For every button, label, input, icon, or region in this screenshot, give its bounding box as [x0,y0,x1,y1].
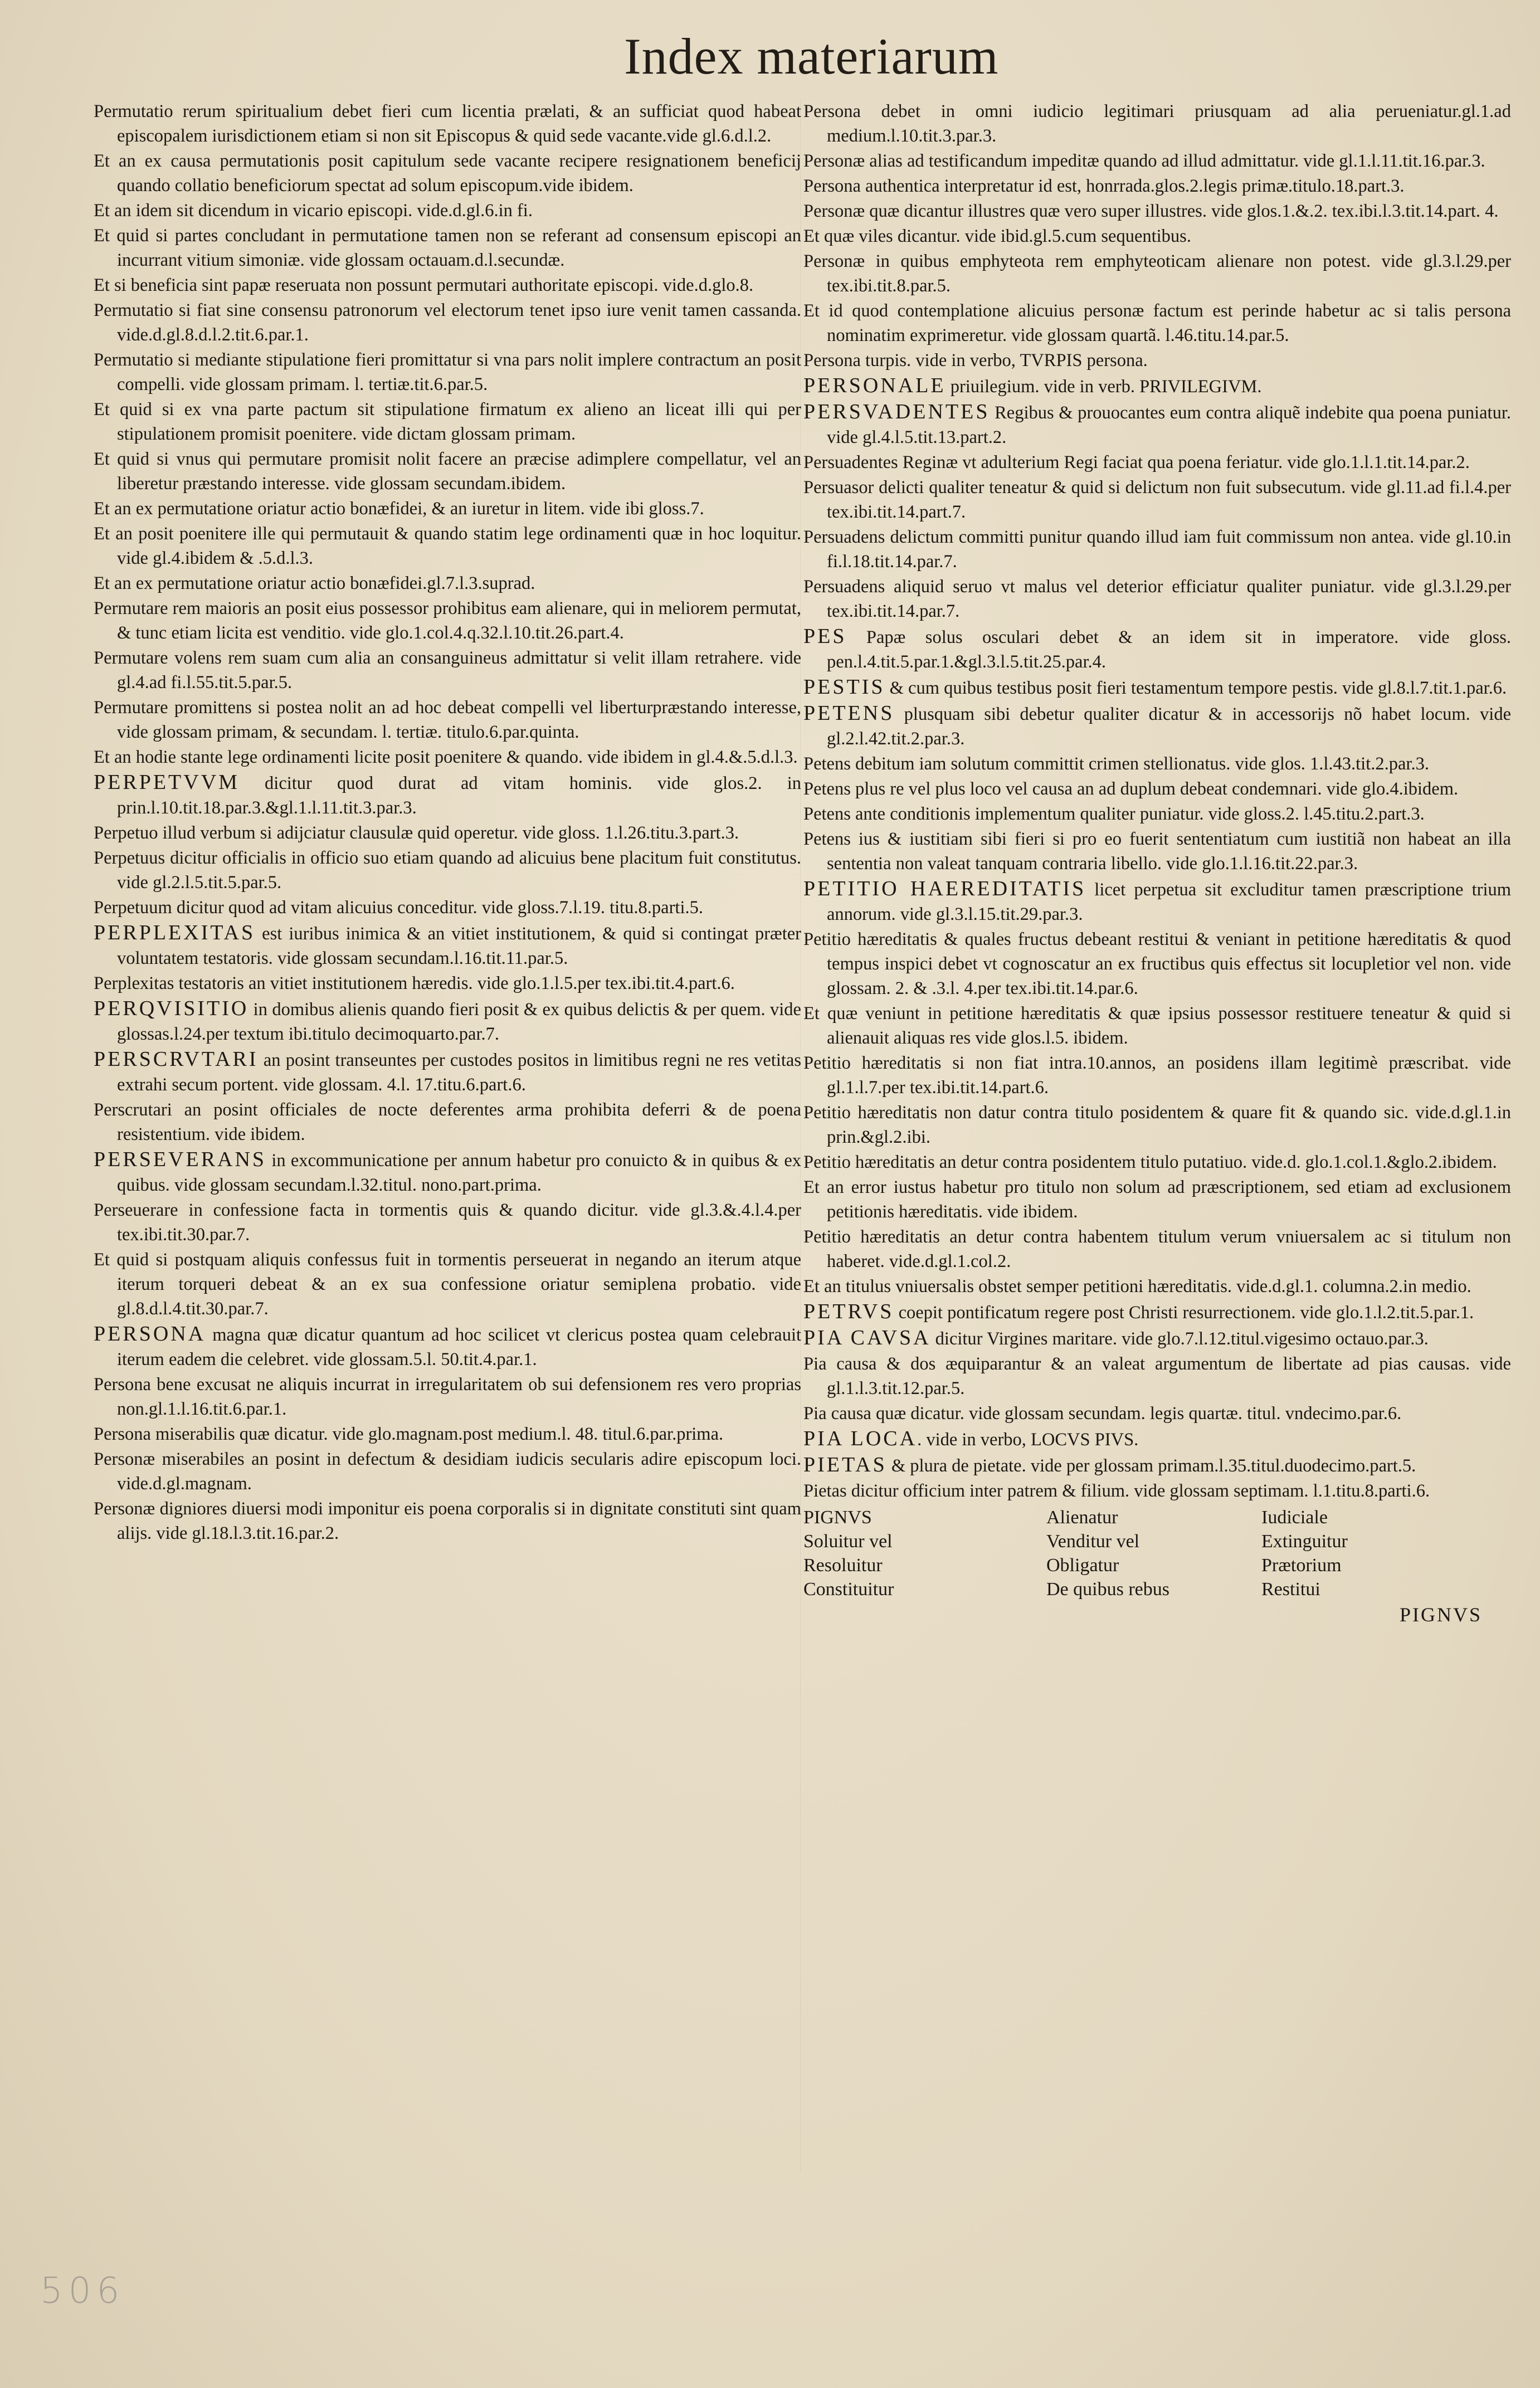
index-entry [803,1479,1511,1503]
index-entry [94,99,801,148]
index-entry [803,1453,1511,1478]
entry-text: plusquam sibi debetur qualiter dicatur & in accessorijs nõ habet locum. vide gl.2.l.42.tit.2.par.3. [827,704,1511,749]
pignus-col-3 [1261,1505,1473,1601]
index-entry [803,1175,1511,1224]
entry-text: Persona bene excusat ne aliquis incurrat in irregularitatem ob sui defensionem res vero proprias non.gl.1.l.16.tit.6.par.1. [94,1375,801,1419]
entry-text: Petitio hæreditatis an detur contra posidentem titulo putatiuo. vide.d. glo.1.col.1.&glo.2.ibidem. [803,1152,1497,1172]
entry-headword: PIA CAVSA [803,1326,931,1349]
entry-text: Personæ digniores diuersi modi imponitur eis poena corporalis si in dignitate constituti sint quam alijs. vide gl.18.l.3.tit.16.par.2. [94,1499,801,1543]
entry-text: Petitio hæreditatis & quales fructus debeant restitui & veniant in petitione hæreditatis & quod tempus inspici debet vt cognoscatur an ex fructibus quis effectus sit locupletior vel non. vide glossam. 2. & .3.l. 4.per tex.ibi.tit.14.par.6. [803,929,1511,998]
index-entry [803,1051,1511,1100]
pignus-col-2 [1046,1505,1261,1601]
entry-text: priuilegium. vide in verb. PRIVILEGIVM. [946,377,1262,397]
entry-text: Perpetuus dicitur officialis in officio suo etiam quando ad alicuius bene placitum fuit constitutus. vide gl.2.l.5.tit.5.par.5. [94,848,801,893]
pignus-term: Constituitur [803,1579,894,1600]
entry-text: an posint transeuntes per custodes positos in limitibus regni ne res vetitas extrahi secum portent. vide glossam. 4.l. 17.titu.6.part.6. [117,1050,801,1095]
entry-text: est iuribus inimica & an vitiet institutionem, & quid si contingat præter voluntatem testatoris. vide glossam secundam.l.16.tit.11.par.5. [117,924,801,968]
entry-text: magna quæ dicatur quantum ad hoc scilicet vt clericus postea quam celebrauit iterum eadem die celebret. vide glossam.5.l. 50.tit.4.par.1. [117,1325,801,1370]
entry-text: Permutare rem maioris an posit eius possessor prohibitus eam alienare, qui in meliorem permutat, & tunc etiam licita est venditio. vide glo.1.col.4.q.32.l.10.tit.26.part.4. [94,598,801,643]
index-entry [803,927,1511,1001]
index-entry [803,701,1511,751]
index-entry [94,1247,801,1321]
index-entry [94,496,801,521]
index-entry [803,1325,1511,1351]
pignus-term: De quibus rebus [1046,1579,1169,1600]
index-entry [94,1047,801,1097]
entry-text: Pia causa quæ dicatur. vide glossam secundam. legis quartæ. titul. vndecimo.par.6. [803,1403,1402,1424]
index-entry [803,1352,1511,1401]
running-head: Index materiarum [624,28,999,85]
index-entry [94,596,801,645]
entry-text: Et an ex permutatione oriatur actio bonæfidei, & an iuretur in litem. vide ibi gloss.7. [94,499,704,519]
entry-text: Personæ miserabiles an posint in defectum & desidiam iudicis secularis adire episcopum loci. vide.d.gl.magnam. [94,1449,801,1494]
entry-text: Personæ alias ad testificandum impeditæ quando ad illud admittatur. vide gl.1.l.11.tit.16.par.3. [803,151,1485,171]
pignus-term: Resoluitur [803,1555,883,1576]
index-entry [803,1299,1511,1325]
entry-headword: PERSONA [94,1322,206,1346]
entry-text: Persuadentes Reginæ vt adulterium Regi faciat qua poena feriatur. vide glo.1.l.1.tit.14.par.2. [803,452,1470,472]
pignus-term: Prætorium [1261,1555,1342,1576]
pignus-table [803,1505,1511,1601]
pignus-term: Alienatur [1046,1507,1118,1528]
entry-text: Et si beneficia sint papæ reseruata non possunt permutari authoritate episcopi. vide.d.glo.8. [94,275,754,295]
entry-text: Perpetuum dicitur quod ad vitam alicuius conceditur. vide gloss.7.l.19. titu.8.parti.5. [94,898,703,918]
index-entry [803,199,1511,223]
index-entry [803,373,1511,399]
entry-text: Petens ius & iustitiam sibi fieri si pro eo fuerit sententiatum cum iustitiã non habeat an illa sententia non valeat tanquam contraria libello. vide glo.1.l.16.tit.22.par.3. [803,829,1511,874]
index-entry [94,770,801,820]
right-entries [803,99,1511,1503]
index-entry [803,348,1511,373]
index-entry [94,1322,801,1372]
index-entry [803,675,1511,700]
entry-text: Petitio hæreditatis si non fiat intra.10.annos, an posidens illam legitimè præscribat. vide gl.1.l.7.per tex.ibi.tit.14.part.6. [803,1053,1511,1098]
entry-text: & cum quibus testibus posit fieri testamentum tempore pestis. vide gl.8.l.7.tit.1.par.6. [885,678,1507,698]
entry-text: Et an ex permutatione oriatur actio bonæfidei.gl.7.l.3.suprad. [94,573,535,593]
index-entry [803,876,1511,927]
entry-headword: PIA LOCA [803,1427,918,1450]
entry-headword: PERPETVVM [94,771,240,794]
entry-text: Et quid si postquam aliquis confessus fuit in tormentis perseuerat in negando an iterum atque iterum torqueri debeat & an ex sua confessione oriatur semiplena probatio. vide gl.8.d.l.4.tit.30.par.7. [94,1250,801,1319]
index-entry [94,348,801,397]
index-entry [803,1274,1511,1299]
entry-text: dicitur quod durat ad vitam hominis. vide glos.2. in prin.l.10.tit.18.par.3.&gl.1.l.11.tit.3.par.3. [117,773,801,818]
index-entry [803,224,1511,248]
entry-headword: PES [803,625,847,648]
entry-text: Pia causa & dos æquiparantur & an valeat argumentum de libertate ad pias causas. vide gl.1.l.3.tit.12.par.5. [803,1354,1511,1398]
entry-text: Petitio hæreditatis an detur contra habentem titulum verum vniuersalem ac si titulum non haberet. vide.d.gl.1.col.2. [803,1227,1511,1271]
index-entry [803,249,1511,298]
entry-text: Et an titulus vniuersalis obstet semper petitioni hæreditatis. vide.d.gl.1. columna.2.in medio. [803,1276,1471,1297]
index-entry [94,298,801,347]
index-entry [803,299,1511,348]
entry-headword: PERQVISITIO [94,997,249,1020]
entry-text: Personæ quæ dicantur illustres quæ vero super illustres. vide glos.1.&.2. tex.ibi.l.3.tit.14.part. 4. [803,201,1499,221]
index-entry [94,745,801,769]
entry-text: Persona turpis. vide in verbo, TVRPIS persona. [803,350,1148,371]
index-entry [803,777,1511,801]
pignus-term: Obligatur [1046,1555,1119,1576]
entry-text: Et an hodie stante lege ordinamenti licite posit poenitere & quando. vide ibidem in gl.4.&.5.d.l.3. [94,747,798,767]
entry-text: Persona authentica interpretatur id est, honrrada.glos.2.legis primæ.titulo.18.part.3. [803,176,1405,196]
index-entry [803,1150,1511,1174]
index-entry [803,475,1511,524]
entry-text: Persuasor delicti qualiter teneatur & quid si delictum non fuit subsecutum. vide gl.11.ad fi.l.4.per tex.ibi.tit.14.part.7. [803,477,1511,522]
entry-text: in excommunicatione per annum habetur pro conuicto & in quibus & ex quibus. vide glossam secundam.l.32.titul. nono.part.prima. [117,1151,801,1195]
index-entry [94,895,801,920]
folio-number: 506 [40,2270,125,2312]
index-entry [94,1147,801,1197]
entry-text: Regibus & prouocantes eum contra aliquẽ indebite qua poena puniatur. vide gl.4.l.5.tit.13.part.2. [827,403,1511,447]
entry-headword: PERSONALE [803,374,946,397]
entry-text: Petitio hæreditatis non datur contra titulo posidentem & quare fit & quando sic. vide.d.gl.1.in prin.&gl.2.ibi. [803,1103,1511,1147]
index-entry [803,752,1511,776]
entry-headword: PERSCRVTARI [94,1047,259,1071]
entry-text: Persona debet in omni iudicio legitimari priusquam ad alia perueniatur.gl.1.ad medium.l.10.tit.3.par.3. [803,101,1511,146]
entry-text: Perseuerare in confessione facta in tormentis quis & quando dicitur. vide gl.3.&.4.l.4.per tex.ibi.tit.30.par.7. [94,1200,801,1245]
entry-text: Et an posit poenitere ille qui permutauit & quando statim lege ordinamenti quæ in hoc loquitur. vide gl.4.ibidem & .5.d.l.3. [94,524,801,568]
index-entry [94,198,801,223]
entry-headword: PERSVADENTES [803,400,990,423]
index-entry [94,1098,801,1147]
index-entry [803,1426,1511,1452]
entry-text: Permutare promittens si postea nolit an ad hoc debeat compelli vel liberturpræstando interesse, vide glossam primam, & secundam. l. tertiæ. titulo.6.par.quinta. [94,698,801,742]
entry-text: coepit pontificatum regere post Christi resurrectionem. vide glo.1.l.2.tit.5.par.1. [894,1303,1474,1323]
entry-headword: PERPLEXITAS [94,921,256,944]
entry-text: Pietas dicitur officium inter patrem & filium. vide glossam septimam. l.1.titu.8.parti.6. [803,1481,1430,1501]
pignus-term: Iudiciale [1261,1507,1328,1528]
index-entry [94,1198,801,1247]
entry-text: Et an ex causa permutationis posit capitulum sede vacante recipere resignationem beneficij quando collatio beneficiorum spectat ad solum episcopum.vide ibidem. [94,151,801,196]
entry-headword: PESTIS [803,675,885,699]
index-entry [94,646,801,695]
entry-text: Persuadens delictum committi punitur quando illud iam fuit commissum non antea. vide gl.10.in fi.l.18.tit.14.par.7. [803,527,1511,572]
column-gutter [800,99,801,2172]
index-entry [94,821,801,845]
index-entry [803,525,1511,574]
entry-text: Perscrutari an posint officiales de nocte deferentes arma prohibita deferri & de poena resistentium. vide ibidem. [94,1100,801,1144]
entry-text: Et quæ viles dicantur. vide ibid.gl.5.cum sequentibus. [803,226,1191,246]
index-entry [94,971,801,996]
entry-text: dicitur Virgines maritare. vide glo.7.l.12.titul.vigesimo octauo.par.3. [930,1329,1429,1349]
pignus-col-1 [803,1505,1046,1601]
entry-text: Petens ante conditionis implementum qualiter puniatur. vide gloss.2. l.45.titu.2.part.3. [803,804,1425,824]
entry-headword: PERSEVERANS [94,1148,267,1171]
index-entry [803,802,1511,826]
index-entry [94,996,801,1046]
entry-text: licet perpetua sit excluditur tamen præscriptione trium annorum. vide gl.3.l.15.tit.29.par.3. [827,880,1512,924]
index-entry [94,149,801,198]
index-entry [94,1447,801,1496]
entry-text: Persona miserabilis quæ dicatur. vide glo.magnam.post medium.l. 48. titul.6.par.prima. [94,1424,724,1444]
index-entry [94,522,801,571]
index-entry [94,447,801,496]
entry-text: Et quid si partes concludant in permutatione tamen non se referant ad consensum episcopi an incurrant vitium simoniæ. vide glossam octauam.d.l.secundæ. [94,226,801,270]
entry-text: Et an error iustus habetur pro titulo non solum ad præscriptionem, sed etiam ad exclusionem petitionis hæreditatis. vide ibidem. [803,1177,1511,1222]
entry-text: Papæ solus osculari debet & an idem sit in imperatore. vide gloss. pen.l.4.tit.5.par.1.&gl.3.l.5.tit.25.par.4. [827,627,1511,672]
entry-text: Permutare volens rem suam cum alia an consanguineus admittatur si velit illam retrahere. vide gl.4.ad fi.l.55.tit.5.par.5. [94,648,801,693]
entry-headword: PETRVS [803,1300,894,1323]
pignus-term: Venditur vel [1046,1531,1140,1552]
entry-text: . vide in verbo, LOCVS PIVS. [917,1430,1139,1450]
entry-text: Perplexitas testatoris an vitiet institutionem hæredis. vide glo.1.l.5.per tex.ibi.tit.4.part.6. [94,973,735,993]
entry-text: Et quæ veniunt in petitione hæreditatis & quæ ipsius possessor restituere teneatur & quid si alienauit aliquas res vide glos.l.5. ibidem. [803,1003,1511,1048]
index-entry [803,1225,1511,1274]
entry-headword: PIETAS [803,1453,887,1476]
index-entry [94,920,801,971]
index-entry [803,99,1511,148]
entry-text: Et quid si vnus qui permutare promisit nolit facere an præcise adimplere compellatur, vel an liberetur præstando interesse. vide glossam secundam.ibidem. [94,449,801,494]
index-entry [94,846,801,895]
index-entry [803,1100,1511,1149]
pignus-term: PIGNVS [803,1507,872,1528]
index-entry [94,1422,801,1446]
index-entry [803,624,1511,674]
index-entry [94,273,801,298]
index-entry [803,1001,1511,1050]
index-entry [94,695,801,744]
index-entry [94,397,801,446]
index-entry [803,574,1511,623]
index-column-right [803,99,1511,1627]
entry-text: Persuadens aliquid seruo vt malus vel deterior efficiatur qualiter puniatur. vide gl.3.l.29.per tex.ibi.tit.14.par.7. [803,577,1511,621]
entry-text: Perpetuo illud verbum si adijciatur clausulæ quid operetur. vide gloss. 1.l.26.titu.3.part.3. [94,823,739,843]
index-column-left [94,99,801,1546]
catchword: PIGNVS [1399,1604,1482,1626]
pignus-term: Extinguitur [1261,1531,1348,1552]
entry-text: Permutatio si fiat sine consensu patronorum vel electorum tenet ipso iure venit tamen cassanda. vide.d.gl.8.d.l.2.tit.6.par.1. [94,300,801,345]
entry-headword: PETENS [803,701,895,725]
entry-text: Permutatio si mediante stipulatione fieri promittatur si vna pars nolit implere contractum an posit compelli. vide glossam primam. l. tertiæ.tit.6.par.5. [94,350,801,394]
entry-text: Et quid si ex vna parte pactum sit stipulatione firmatum ex alieno an liceat illi qui per stipulationem promisit poenitere. vide dictam glossam primam. [94,399,801,444]
index-entry [803,1401,1511,1426]
entry-text: in domibus alienis quando fieri posit & ex quibus delictis & per quem. vide glossas.l.24.per textum ibi.titulo decimoquarto.par.7. [117,1000,801,1044]
entry-text: Permutatio rerum spiritualium debet fieri cum licentia prælati, & an sufficiat quod habeat episcopalem iurisdictionem etiam si non sit Episcopus & quid sede vacante.vide gl.6.d.l.2. [94,101,801,146]
entry-headword: PETITIO HAEREDITATIS [803,877,1086,900]
entry-text: Personæ in quibus emphyteota rem emphyteoticam alienare non potest. vide gl.3.l.29.per tex.ibi.tit.8.par.5. [803,251,1511,296]
index-entry [803,827,1511,876]
index-entry [803,399,1511,450]
index-entry [94,1372,801,1421]
index-entry [803,450,1511,475]
entry-text: & plura de pietate. vide per glossam primam.l.35.titul.duodecimo.part.5. [886,1456,1416,1476]
entry-text: Et an idem sit dicendum in vicario episcopi. vide.d.gl.6.in fi. [94,201,533,221]
entry-text: Petens debitum iam solutum committit crimen stellionatus. vide glos. 1.l.43.tit.2.par.3. [803,754,1429,774]
index-entry [803,174,1511,198]
index-entry [94,1497,801,1546]
pignus-term: Restitui [1261,1579,1320,1600]
pignus-term: Soluitur vel [803,1531,893,1552]
entry-text: Et id quod contemplatione alicuius personæ factum est perinde habetur ac si talis persona nominatim exprimeretur. vide glossam quartã. l.46.titu.14.par.5. [803,301,1511,345]
index-entry [94,571,801,596]
entry-text: Petens plus re vel plus loco vel causa an ad duplum debeat condemnari. vide glo.4.ibidem. [803,779,1459,799]
index-entry [803,149,1511,173]
index-entry [94,223,801,272]
